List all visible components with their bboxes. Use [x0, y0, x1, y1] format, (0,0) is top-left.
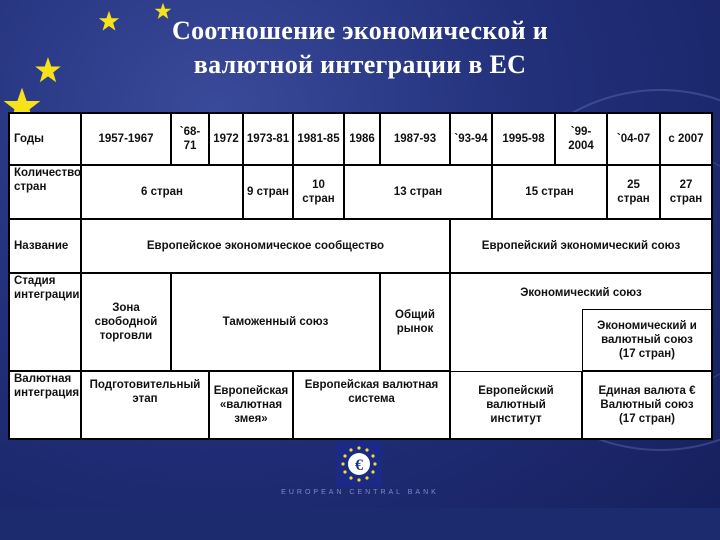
economic-union-cell: Экономический союз	[450, 273, 712, 371]
name-header: Название	[9, 219, 81, 273]
free-trade-zone-cell: Зона свободной торговли	[81, 273, 171, 371]
ecb-name: EUROPEAN CENTRAL BANK	[281, 489, 439, 496]
year-cell: 1995-98	[492, 113, 555, 165]
ems-cell: Европейская валютная система	[293, 371, 450, 439]
year-cell: `93-94	[450, 113, 492, 165]
count-cell: 6 стран	[81, 165, 243, 219]
year-cell: 1973-81	[243, 113, 293, 165]
integration-table	[8, 112, 713, 440]
year-cell: 1987-93	[380, 113, 450, 165]
stage-header: Стадия интеграции	[9, 273, 81, 371]
count-cell: 13 стран	[344, 165, 492, 219]
country-count-header: Количество стран	[9, 165, 81, 219]
page-title	[90, 14, 630, 82]
preparatory-stage-cell: Подготовительный этап	[81, 371, 209, 439]
count-cell: 9 стран	[243, 165, 293, 219]
single-currency-cell: Единая валюта € Валютный союз (17 стран)	[582, 371, 712, 439]
euro-symbol: €	[355, 457, 363, 474]
year-cell: с 2007	[660, 113, 712, 165]
years-header: Годы	[9, 113, 81, 165]
name-cell: Европейское экономическое сообщество	[81, 219, 450, 273]
bottom-bar	[0, 508, 720, 540]
year-cell: 1981-85	[293, 113, 344, 165]
emu-cell: Экономический и валютный союз (17 стран)	[582, 309, 712, 371]
count-cell: 15 стран	[492, 165, 607, 219]
ecb-logo-icon	[336, 441, 382, 487]
customs-union-cell: Таможенный союз	[171, 273, 380, 371]
name-cell: Европейский экономический союз	[450, 219, 712, 273]
count-cell: 25 стран	[607, 165, 660, 219]
count-cell: 10 стран	[293, 165, 344, 219]
currency-snake-cell: Европейская «валютная змея»	[209, 371, 293, 439]
title-line-2: валютной интеграции в ЕС	[193, 50, 527, 79]
year-cell: 1986	[344, 113, 380, 165]
year-cell: 1972	[209, 113, 243, 165]
common-market-cell: Общий рынок	[380, 273, 450, 371]
year-cell: `04-07	[607, 113, 660, 165]
year-cell: `99-2004	[555, 113, 607, 165]
emi-cell: Европейский валютный институт	[450, 371, 582, 439]
title-line-1: Соотношение экономической и	[172, 16, 548, 45]
count-cell: 27 стран	[660, 165, 712, 219]
year-cell: 1957-1967	[81, 113, 171, 165]
star-icon	[34, 56, 62, 84]
year-cell: `68-71	[171, 113, 209, 165]
currency-header: Валютная интеграция	[9, 371, 81, 439]
